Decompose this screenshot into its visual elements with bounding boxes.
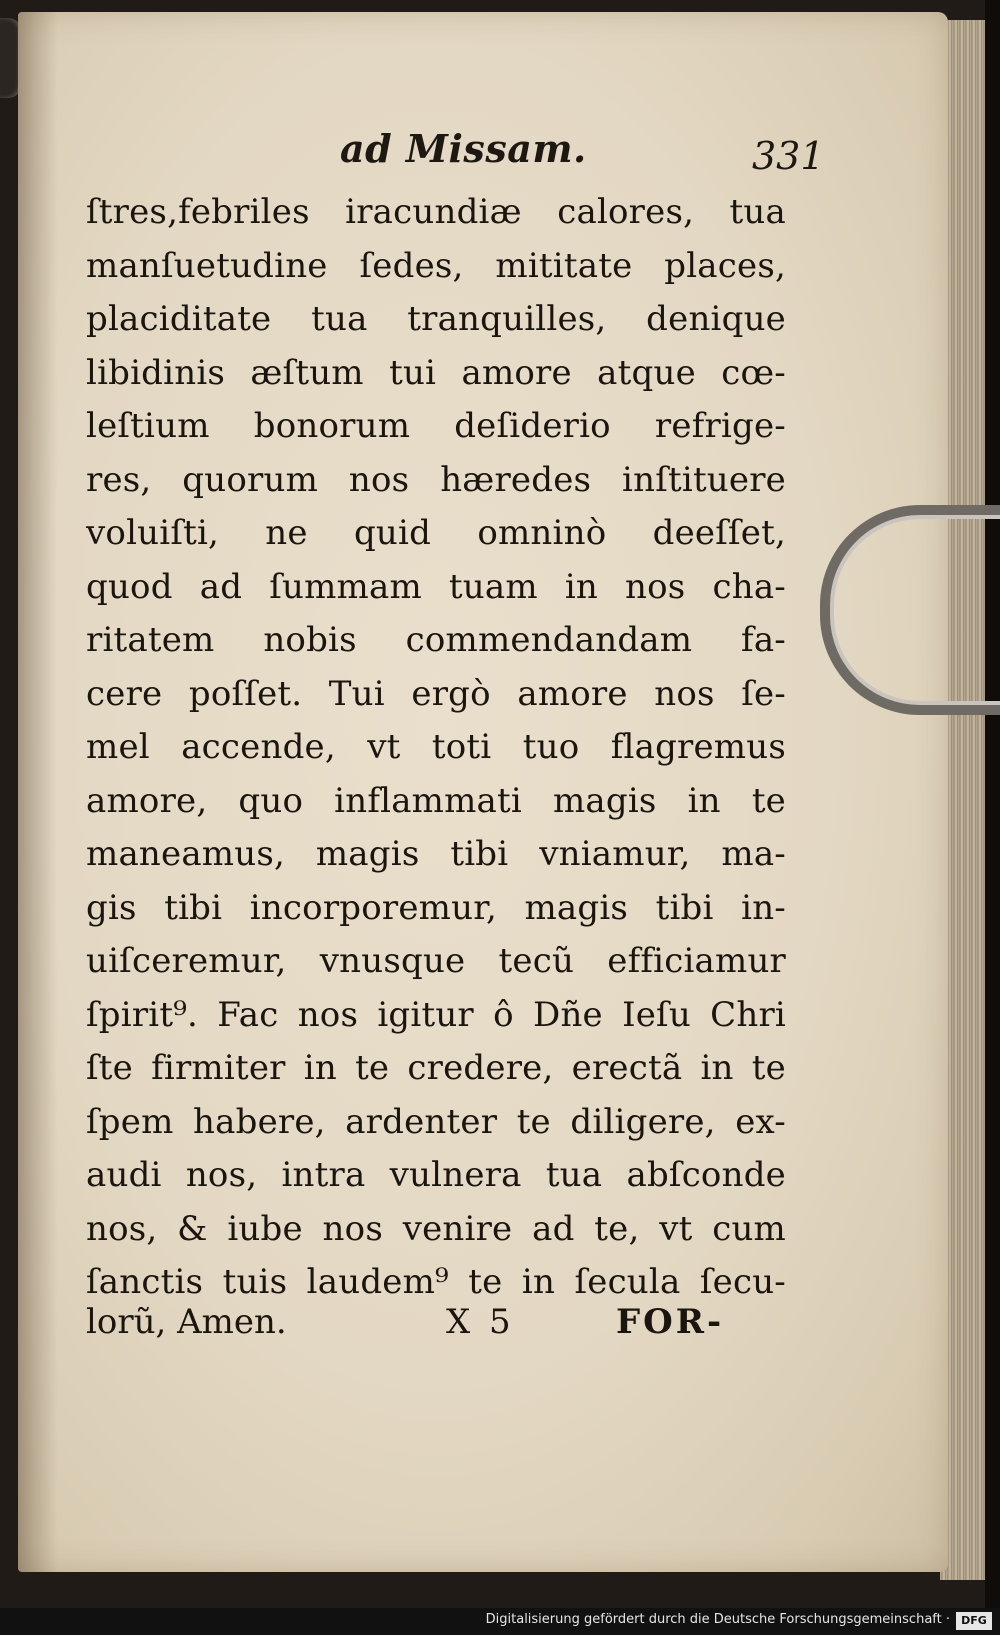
text-line: nos, & iube nos venire ad te, vt cum	[86, 1208, 786, 1249]
funding-credit: Digitalisierung gefördert durch die Deutsche Forschungsgemeinschaft ·	[485, 1612, 950, 1627]
text-line: ſte firmiter in te credere, erectã in te	[86, 1048, 786, 1088]
signature-mark: X 5	[446, 1302, 515, 1342]
page-header	[0, 126, 1000, 186]
text-line: uiſceremur, vnusque tecũ efficiamur	[86, 941, 786, 981]
paper-clip	[820, 505, 1000, 715]
text-line: voluiſti, ne quid omninò deeſſet,	[86, 513, 786, 553]
text-line: gis tibi incorporemur, magis tibi in-	[86, 887, 786, 928]
footer-bar	[0, 1608, 1000, 1635]
body-text	[86, 186, 786, 1310]
text-line: placiditate tua tranquilles, denique	[86, 299, 786, 339]
dfg-logo-icon: DFG	[956, 1612, 992, 1630]
text-line: quod ad ſummam tuam in nos cha-	[86, 566, 786, 607]
text-line: res, quorum nos hæredes inſtituere	[86, 459, 786, 500]
closing-words: lorũ, Amen.	[86, 1302, 287, 1342]
text-line: leſtium bonorum deſiderio refrige-	[86, 406, 786, 446]
book-cover-edge	[985, 0, 1000, 1635]
running-title: ad Missam.	[340, 126, 587, 171]
text-line: audi nos, intra vulnera tua abſconde	[86, 1155, 786, 1195]
text-line: ſanctis tuis laudem⁹ te in ſecula ſecu-	[86, 1262, 786, 1302]
text-line: ſtres,febriles iracundiæ calores, tua	[86, 192, 786, 232]
text-line: amore, quo inflammati magis in te	[86, 780, 786, 821]
catchword: FOR-	[616, 1302, 725, 1342]
text-line: ſpem habere, ardenter te diligere, ex-	[86, 1101, 786, 1142]
page-number: 331	[752, 134, 825, 178]
text-line: libidinis æſtum tui amore atque cœ-	[86, 352, 786, 393]
text-line: ritatem nobis commendandam fa-	[86, 620, 786, 660]
final-line	[86, 1292, 786, 1352]
text-line: manſuetudine ſedes, mititate places,	[86, 245, 786, 286]
text-line: ſpirit⁹. Fac nos igitur ô Dñe Ieſu Chri	[86, 994, 786, 1035]
gutter-shadow	[18, 12, 58, 1572]
text-line: maneamus, magis tibi vniamur, ma-	[86, 834, 786, 874]
text-line: cere poſſet. Tui ergò amore nos ſe-	[86, 673, 786, 714]
text-line: mel accende, vt toti tuo flagremus	[86, 727, 786, 767]
